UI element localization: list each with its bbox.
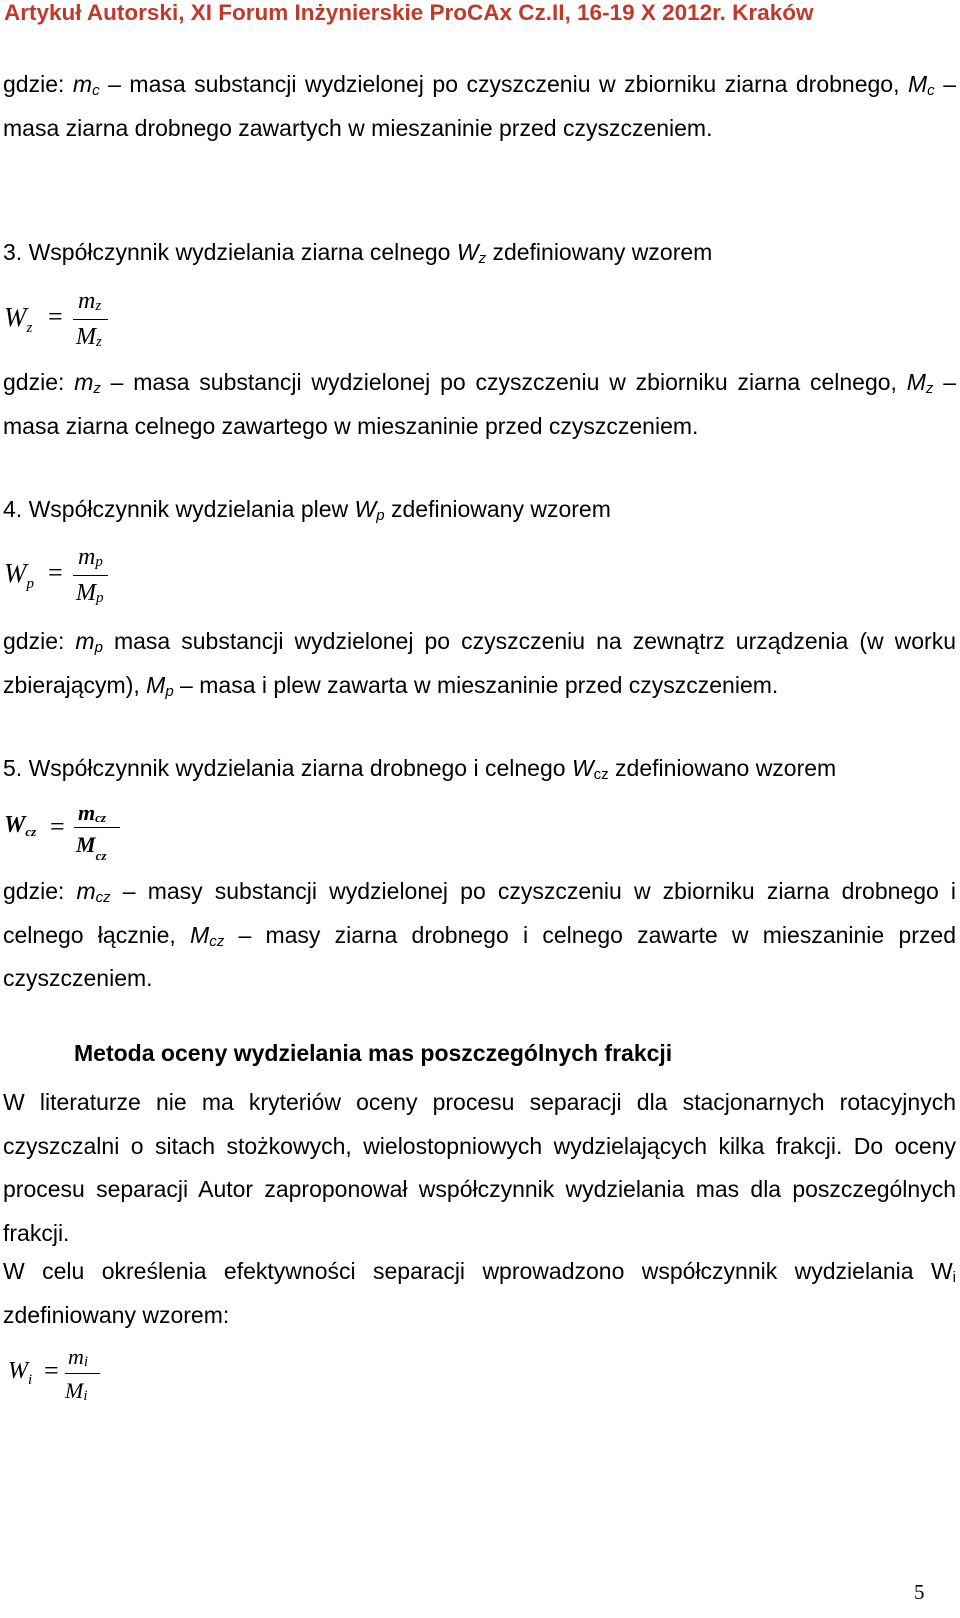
formula-wcz: $W_{cz}$ = $m_{cz}$ $M_{cz}$ (4, 802, 134, 868)
formula-wp: $W_p$ = $m_p$ $M_p$ (4, 544, 124, 614)
formula-wz: $W_z$ = $m_z$ $M_z$ (4, 288, 124, 358)
section-4-intro: 4. Współczynnik wydzielania plew $W_p$ zdefiniowany wzorem (3, 496, 611, 524)
paragraph-mcz-definition: gdzie: $m_{cz}$ – masy substancji wydzielonej po czyszczeniu w zbiorniku ziarna drobnego i celnego łącznie, $M_{cz}$ – masy ziarna drobnego i celnego zawarte w mieszaninie przed czyszczeniem. (3, 878, 957, 991)
page-number: 5 (914, 1580, 925, 1604)
section-heading: Metoda oceny wydzielania mas poszczególnych frakcji (74, 1040, 673, 1066)
section-3-intro: 3. Współczynnik wydzielania ziarna celnego $W_z$ zdefiniowany wzorem (3, 239, 713, 267)
formula-wi: $W_i$ = $m_i$ $M_i$ (8, 1346, 118, 1412)
paragraph-mc-definition: gdzie: $m_c$ – masa substancji wydzielonej po czyszczeniu w zbiorniku ziarna drobnego, $M_c$ – masa ziarna drobnego zawartych w mieszaninie przed czyszczeniem. (3, 71, 956, 141)
paragraph-wi-intro: W celu określenia efektywności separacji wprowadzono współczynnik wydzielania $W_i$ zdefiniowany wzorem: (3, 1258, 956, 1328)
section-5-intro: 5. Współczynnik wydzielania ziarna drobnego i celnego $W_{cz}$ zdefiniowano wzorem (3, 755, 837, 783)
paragraph-mz-definition: gdzie: $m_z$ – masa substancji wydzielonej po czyszczeniu w zbiorniku ziarna celnego, $M_z$ – masa ziarna celnego zawartego w mieszaninie przed czyszczeniem. (3, 369, 957, 439)
running-header: Artykuł Autorski, XI Forum Inżynierskie ProCAx Cz.II, 16-19 X 2012r. Kraków (4, 0, 814, 25)
paragraph-mp-definition: gdzie: $m_p$ masa substancji wydzielonej po czyszczeniu na zewnątrz urządzenia (w worku zbierającym), $M_p$ – masa i plew zawarta w mieszaninie przed czyszczeniem. (3, 628, 957, 700)
paragraph-literature: W literaturze nie ma kryteriów oceny procesu separacji dla stacjonarnych rotacyjnych czyszczalni o sitach stożkowych, wielostopniowych wydzielających kilka frakcji. Do oceny procesu separacji Autor zaproponował współczynnik wydzielania mas dla poszczególnych frakcji. (3, 1089, 956, 1246)
